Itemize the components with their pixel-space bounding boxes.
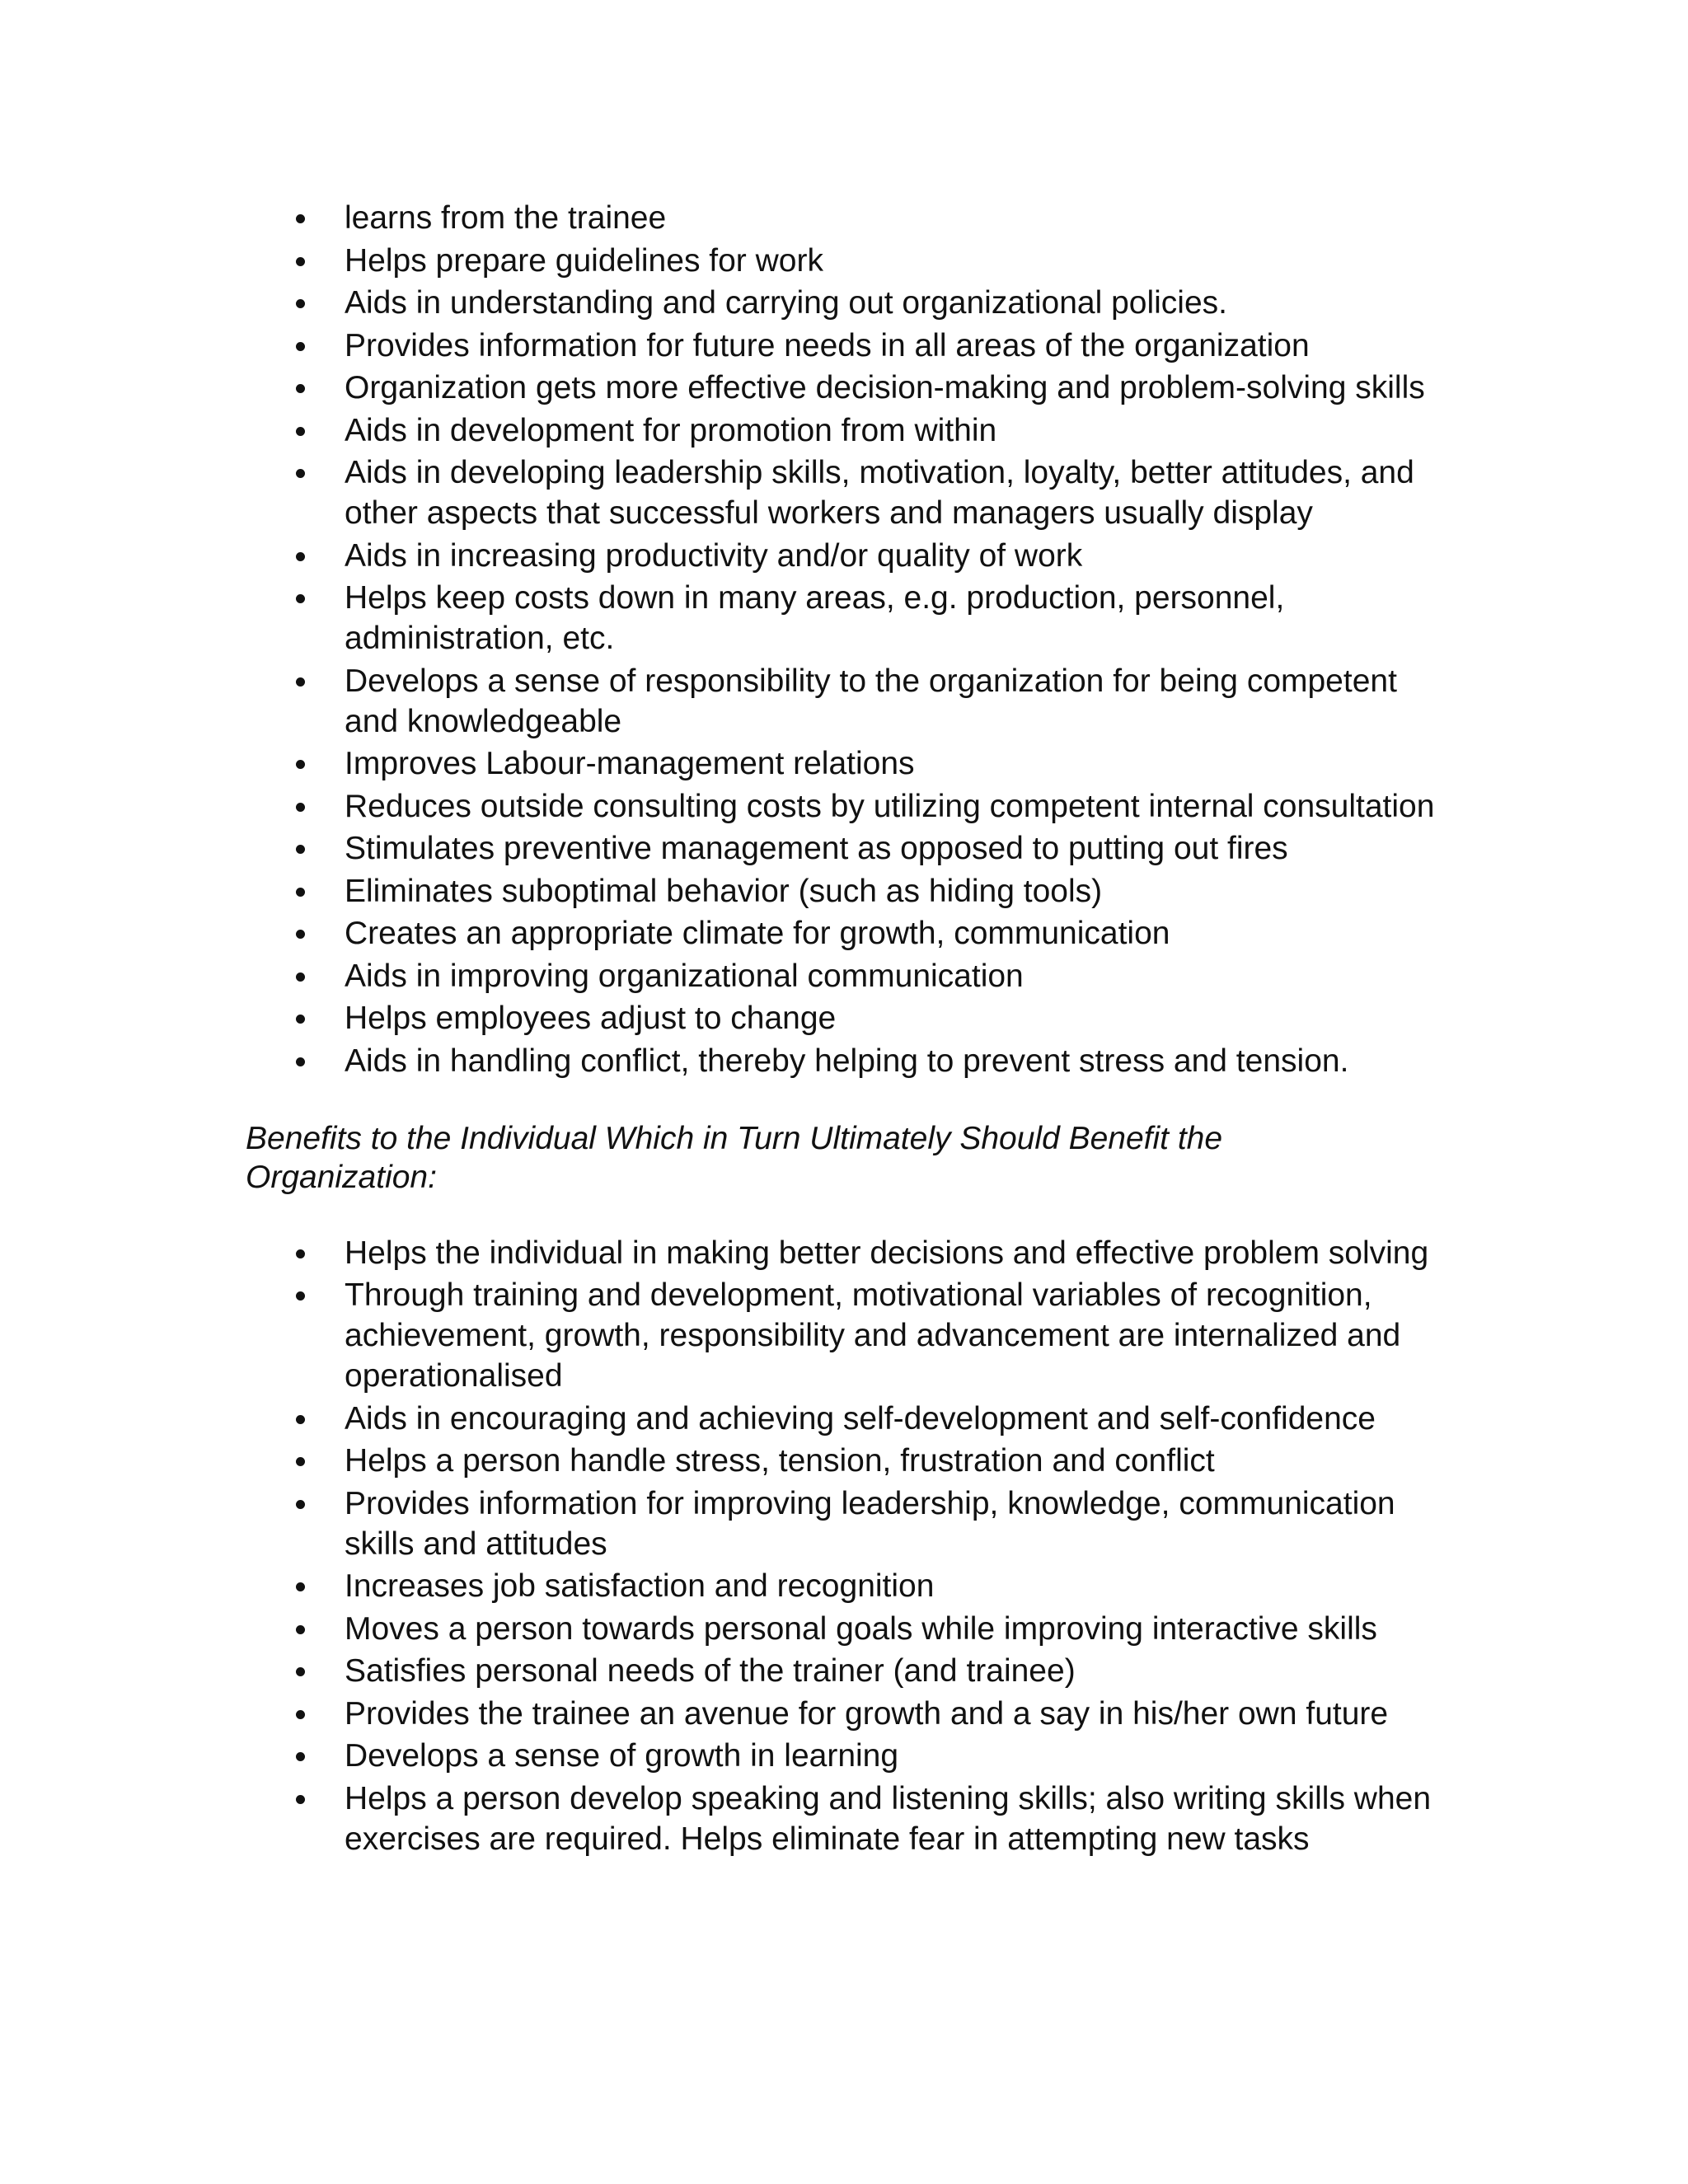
list-item-text: learns from the trainee: [345, 200, 667, 236]
list-item: [246, 410, 1449, 451]
bullet-icon: [296, 972, 305, 982]
list-item-text: Moves a person towards personal goals while improving interactive skills: [345, 1610, 1377, 1647]
bullet-icon: [296, 299, 305, 308]
list-item: [246, 1483, 1449, 1564]
list-item: [246, 828, 1449, 869]
list-item: [246, 1609, 1449, 1649]
list-item-text: Stimulates preventive management as opposed to putting out fires: [345, 831, 1288, 866]
bullet-icon: [296, 1752, 305, 1761]
list-item: [246, 1399, 1449, 1439]
bullet-icon: [296, 1249, 305, 1258]
bullet-icon: [296, 1291, 305, 1301]
list-item: [246, 956, 1449, 996]
bullet-icon: [296, 342, 305, 351]
individual-benefits-list: [246, 1233, 1449, 1859]
list-item: [246, 661, 1449, 742]
list-item-text: Aids in improving organizational communication: [345, 958, 1024, 994]
list-item-text: Helps a person handle stress, tension, frustration and conflict: [345, 1443, 1215, 1479]
bullet-icon: [296, 594, 305, 603]
list-item: [246, 1779, 1449, 1859]
list-item-text: Aids in development for promotion from within: [345, 412, 997, 448]
bullet-icon: [296, 803, 305, 812]
bullet-icon: [296, 469, 305, 478]
list-item-text: Aids in encouraging and achieving self-development and self-confidence: [345, 1400, 1376, 1436]
list-item: [246, 913, 1449, 954]
list-item-text: Eliminates suboptimal behavior (such as hiding tools): [345, 873, 1103, 909]
list-item-text: Develops a sense of responsibility to the organization for being competent and knowledgeable: [345, 663, 1397, 739]
bullet-icon: [296, 384, 305, 393]
bullet-icon: [296, 888, 305, 897]
bullet-icon: [296, 1795, 305, 1804]
list-item-text: Helps a person develop speaking and listening skills; also writing skills when exercises are required. Helps eliminate fear in attempting new tasks: [345, 1780, 1432, 1857]
list-item-text: Helps prepare guidelines for work: [345, 242, 823, 279]
bullet-icon: [296, 552, 305, 561]
organization-benefits-list: [246, 198, 1449, 1081]
bullet-icon: [296, 1015, 305, 1024]
bullet-icon: [296, 760, 305, 769]
bullet-icon: [296, 1057, 305, 1066]
bullet-icon: [296, 427, 305, 436]
list-item-text: Through training and development, motivational variables of recognition, achievement, growth, responsibility and advancement are internalized and operationalised: [345, 1277, 1401, 1394]
list-item: [246, 578, 1449, 658]
list-item-text: Improves Labour-management relations: [345, 746, 915, 781]
list-item: [246, 1651, 1449, 1691]
bullet-icon: [296, 845, 305, 854]
list-item-text: Creates an appropriate climate for growth, communication: [345, 916, 1170, 951]
list-item-text: Aids in developing leadership skills, motivation, loyalty, better attitudes, and other aspects that successful workers and managers usually display: [345, 455, 1414, 531]
list-item-text: Helps employees adjust to change: [345, 1001, 837, 1036]
list-item-text: Develops a sense of growth in learning: [345, 1738, 899, 1774]
list-item-text: Aids in understanding and carrying out organizational policies.: [345, 285, 1227, 321]
bullet-icon: [296, 930, 305, 939]
bullet-icon: [296, 1582, 305, 1591]
page-content: [246, 198, 1449, 1861]
list-item: [246, 368, 1449, 408]
list-item: [246, 283, 1449, 323]
list-item-text: Provides information for improving leadership, knowledge, communication skills and attitudes: [345, 1485, 1395, 1562]
list-item: [246, 743, 1449, 784]
list-item: [246, 1041, 1449, 1081]
bullet-icon: [296, 214, 305, 223]
list-item-text: Reduces outside consulting costs by utilizing competent internal consultation: [345, 788, 1435, 824]
list-item: [246, 871, 1449, 912]
list-item: [246, 326, 1449, 366]
section-heading: Benefits to the Individual Which in Turn Ultimately Should Benefit the Organization:: [246, 1120, 1223, 1195]
bullet-icon: [296, 1667, 305, 1676]
list-item-text: Provides the trainee an avenue for growth and a say in his/her own future: [345, 1695, 1389, 1732]
bullet-icon: [296, 1415, 305, 1424]
list-item: [246, 536, 1449, 576]
list-item: [246, 198, 1449, 238]
bullet-icon: [296, 1457, 305, 1466]
list-item: [246, 786, 1449, 827]
bullet-icon: [296, 1710, 305, 1719]
list-item-text: Increases job satisfaction and recognition: [345, 1568, 935, 1604]
list-item-text: Aids in increasing productivity and/or quality of work: [345, 537, 1083, 574]
bullet-icon: [296, 1500, 305, 1509]
list-item: [246, 1441, 1449, 1481]
list-item: [246, 1694, 1449, 1734]
list-item-text: Helps keep costs down in many areas, e.g. production, personnel, administration, etc.: [345, 580, 1285, 656]
list-item: [246, 1736, 1449, 1776]
list-item-text: Helps the individual in making better decisions and effective problem solving: [345, 1235, 1429, 1271]
list-item-text: Provides information for future needs in all areas of the organization: [345, 327, 1310, 363]
list-item: [246, 998, 1449, 1038]
list-item: [246, 452, 1449, 533]
list-item-text: Organization gets more effective decision-making and problem-solving skills: [345, 370, 1425, 405]
bullet-icon: [296, 677, 305, 687]
list-item: [246, 241, 1449, 281]
list-item-text: Aids in handling conflict, thereby helping to prevent stress and tension.: [345, 1043, 1349, 1079]
list-item-text: Satisfies personal needs of the trainer (and trainee): [345, 1653, 1076, 1689]
bullet-icon: [296, 257, 305, 266]
list-item: [246, 1275, 1449, 1396]
list-item: [246, 1233, 1449, 1273]
list-item: [246, 1566, 1449, 1606]
bullet-icon: [296, 1625, 305, 1634]
